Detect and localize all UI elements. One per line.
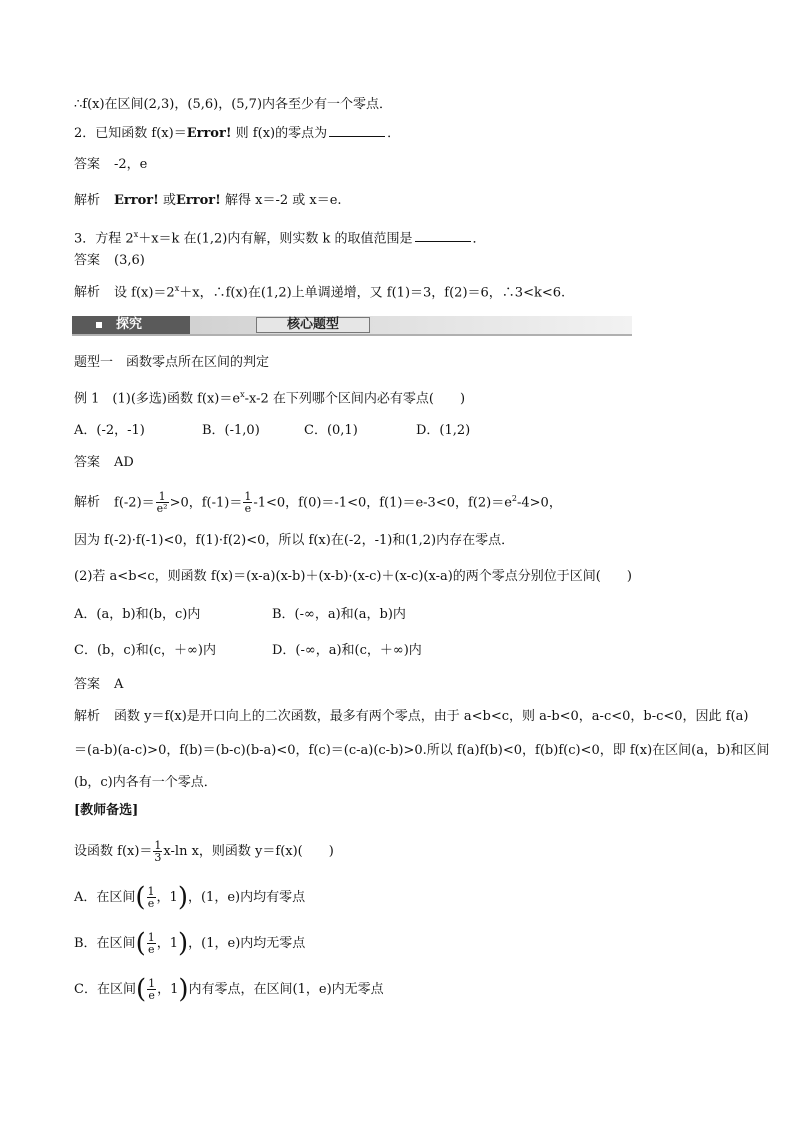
analysis-error-1: Error! <box>114 193 159 208</box>
conclusion-line <box>74 96 392 114</box>
left-paren: ( <box>135 882 146 913</box>
section-title <box>74 354 269 372</box>
q2-suffix: 则 f(x)的零点为 <box>231 126 328 141</box>
jx1-sup: 2 <box>511 494 517 503</box>
ex2-options-row-2 <box>74 642 422 660</box>
teacher-option-c <box>74 974 384 1005</box>
because-text: 因为 f(-2)·f(-1)<0，f(1)·f(2)<0，所以 f(x)在(-2，-1)和(1,2)内存在零点． <box>74 533 515 548</box>
fraction-denominator: e <box>147 897 155 910</box>
fraction-denominator: e <box>244 502 252 516</box>
answer-ex1-value: AD <box>114 455 134 470</box>
fraction <box>147 886 156 909</box>
square-icon <box>96 322 102 328</box>
topt-b-post: ，(1，e)内均无零点 <box>188 936 306 951</box>
fraction-numerator: 1 <box>147 885 155 898</box>
interval-end: ，1 <box>156 936 178 951</box>
teacher-label: [教师备选] <box>74 803 139 818</box>
analysis-or: 或 <box>158 193 176 208</box>
right-paren: ) <box>178 928 189 959</box>
q3-text: 3．方程 2 <box>74 231 134 247</box>
option-a: A．(-2，-1) <box>74 423 145 438</box>
fraction <box>243 491 252 514</box>
ex1-text: 例 1 (1)(多选)函数 f(x)＝e <box>74 391 241 407</box>
fraction-numerator: 1 <box>154 839 162 852</box>
ex2-options-row-1 <box>74 606 406 624</box>
jx1-b: >0，f(-1)＝ <box>169 495 243 511</box>
analysis-2 <box>74 192 342 210</box>
banner-explore <box>72 316 190 334</box>
analysis-ex2-line-3 <box>74 774 217 792</box>
analysis-3-b: ＋x，∴f(x)在(1,2)上单调递增，又 f(1)＝3，f(2)＝6，∴3<k<6. <box>179 285 566 301</box>
fraction-numerator: 1 <box>156 491 169 503</box>
example-1-options <box>74 422 470 440</box>
jx2-line-1: 函数 y＝f(x)是开口向上的二次函数，最多有两个零点，由于 a<b<c，则 a-b<0，a-c<0，b-c<0，因此 f(a) <box>114 709 749 724</box>
analysis-2-text: 解得 x＝-2 或 x＝e. <box>220 193 342 208</box>
left-paren: ( <box>135 928 146 959</box>
analysis-ex2-line-1 <box>74 708 748 726</box>
teacher-option-b <box>74 928 306 959</box>
section-banner <box>72 316 632 334</box>
fraction <box>153 840 162 863</box>
analysis-label: 解析 <box>74 193 101 208</box>
option-d: D．(-∞，a)和(c，＋∞)内 <box>272 643 422 658</box>
section-title-text: 题型一 函数零点所在区间的判定 <box>74 355 270 370</box>
analysis-3 <box>74 280 565 302</box>
topt-a-post: ，(1，e)内均有零点 <box>187 890 306 905</box>
answer-label: 答案 <box>74 455 101 470</box>
teacher-note <box>74 802 138 820</box>
answer-ex2 <box>74 676 123 694</box>
answer-ex1 <box>74 454 134 472</box>
topt-c-pre: C．在区间 <box>74 982 136 997</box>
jx1-a: f(-2)＝ <box>114 495 155 511</box>
option-d: D．(1,2) <box>416 423 471 438</box>
banner-left-label: 探究 <box>116 317 143 332</box>
analysis-3-sup: x <box>174 284 180 293</box>
fraction-denominator: e <box>148 989 155 1002</box>
option-b: B．(-∞，a)和(a，b)内 <box>272 607 406 622</box>
ex1-rest: -x-2 在下列哪个区间内必有零点( ) <box>244 391 466 407</box>
topt-b-pre: B．在区间 <box>74 936 136 951</box>
fraction-numerator: 1 <box>148 977 156 990</box>
jx1-d: -4>0， <box>517 495 562 511</box>
q2-end: ． <box>387 126 401 141</box>
answer-label: 答案 <box>74 157 101 172</box>
topt-c-post: 内有零点，在区间(1，e)内无零点 <box>188 982 384 997</box>
question-2 <box>74 124 400 143</box>
fraction-denominator: e <box>147 943 155 956</box>
analysis-label: 解析 <box>74 285 101 301</box>
option-c: C．(b，c)和(c，＋∞)内 <box>74 643 216 658</box>
q3-rest: ＋x＝k 在(1,2)内有解，则实数 k 的取值范围是 <box>138 231 413 247</box>
analysis-3-a: 设 f(x)＝2 <box>114 285 175 301</box>
answer-label: 答案 <box>74 677 101 692</box>
fraction <box>156 491 169 514</box>
analysis-label: 解析 <box>74 495 101 511</box>
example-1-part-2 <box>74 568 632 586</box>
right-paren: ) <box>178 974 189 1005</box>
q2-text: 2．已知函数 f(x)＝ <box>74 126 187 141</box>
jx1-c: -1<0，f(0)＝-1<0，f(1)＝e-3<0，f(2)＝e <box>253 495 512 511</box>
analysis-label: 解析 <box>74 709 101 724</box>
ex2-text: (2)若 a<b<c，则函数 f(x)＝(x-a)(x-b)＋(x-b)·(x-c)＋(x-c)(x-a)的两个零点分别位于区间( ) <box>74 569 632 584</box>
example-1 <box>74 386 465 408</box>
answer-blank <box>329 124 385 137</box>
topt-a-pre: A．在区间 <box>74 890 136 905</box>
fraction-denominator: e² <box>156 502 168 516</box>
answer-3 <box>74 252 145 270</box>
q3-sup: x <box>133 230 139 239</box>
tq-rest: x-ln x，则函数 y＝f(x)( ) <box>163 844 334 859</box>
because-line <box>74 532 514 550</box>
answer-3-value: (3,6) <box>114 253 145 268</box>
answer-2 <box>74 156 147 174</box>
teacher-question <box>74 840 334 863</box>
answer-blank <box>415 229 471 242</box>
analysis-ex2-line-2 <box>74 742 769 760</box>
fraction <box>147 932 156 955</box>
right-paren: ) <box>177 882 188 913</box>
fraction-numerator: 1 <box>244 490 252 504</box>
banner-divider <box>72 334 632 336</box>
answer-label: 答案 <box>74 253 101 268</box>
answer-ex2-value: A <box>114 677 124 692</box>
teacher-option-a <box>74 882 306 913</box>
banner-core: 核心题型 <box>256 317 370 333</box>
tq-text: 设函数 f(x)＝ <box>74 844 153 859</box>
conclusion-text: ∴f(x)在区间(2,3)，(5,6)，(5,7)内各至少有一个零点． <box>74 97 393 112</box>
interval-end: ，1 <box>156 890 178 905</box>
fraction-numerator: 1 <box>147 931 155 944</box>
jx2-line-3: (b，c)内各有一个零点． <box>74 775 217 790</box>
jx2-line-2: ＝(a-b)(a-c)>0，f(b)＝(b-c)(b-a)<0，f(c)＝(c-a)(c-b)>0.所以 f(a)f(b)<0，f(b)f(c)<0，即 f(x)在区间(a，b)和区间 <box>74 743 770 758</box>
interval-end: ，1 <box>157 982 179 997</box>
option-c: C．(0,1) <box>304 423 358 438</box>
left-paren: ( <box>135 974 147 1005</box>
fraction-denominator: 3 <box>154 851 162 864</box>
fraction <box>147 978 156 1001</box>
q3-end: ． <box>472 231 486 247</box>
q2-error: Error! <box>186 126 232 141</box>
analysis-ex1 <box>74 490 562 514</box>
analysis-error-2: Error! <box>176 193 221 208</box>
ex1-sup: x <box>240 390 245 399</box>
option-a: A．(a，b)和(b，c)内 <box>74 607 201 622</box>
option-b: B．(-1,0) <box>202 423 260 438</box>
answer-2-value: -2，e <box>114 157 148 172</box>
question-3 <box>74 226 486 248</box>
